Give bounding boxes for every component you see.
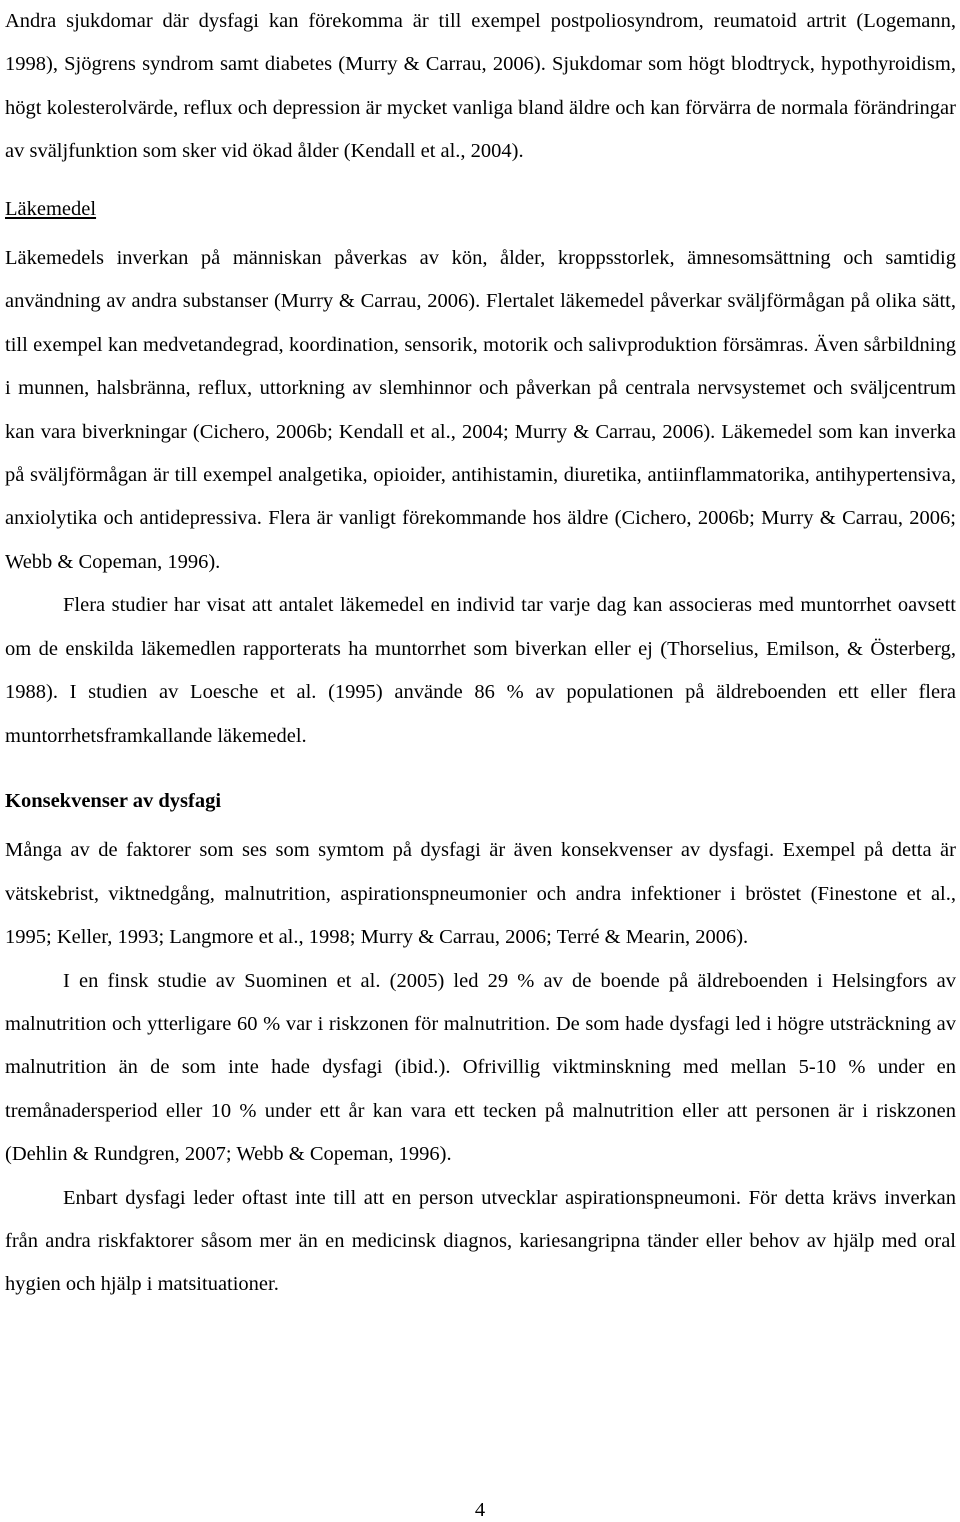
paragraph-lakemedel-1: Läkemedels inverkan på människan påverkas av kön, ålder, kroppsstorlek, ämnesomsättning och samtidig användning av andra substanser (Murry & Carrau, 2006). Flertalet läkemedel påverkar sväljförmågan på olika sätt, till exempel kan medvetandegrad, koordination, sensorik, motorik och salivproduktion försämras. Även sårbildning i munnen, halsbränna, reflux, uttorkning av slemhinnor och påverkan på centrala nervsystemet och sväljcentrum kan vara biverkningar (Cichero, 2006b; Kendall et al., 2004; Murry & Carrau, 2006). Läkemedel som kan inverka på sväljförmågan är till exempel analgetika, opioider, antihistamin, diuretika, antiinflammatorika, antihypertensiva, anxiolytika och antidepressiva. Flera är vanligt förekommande hos äldre (Cichero, 2006b; Murry & Carrau, 2006; Webb & Copeman, 1996). bbox=[5, 247, 956, 573]
page-number: 4 bbox=[474, 1499, 486, 1521]
paragraph-intro: Andra sjukdomar där dysfagi kan förekomma är till exempel postpoliosyndrom, reumatoid artrit (Logemann, 1998), Sjögrens syndrom samt diabetes (Murry & Carrau, 2006). Sjukdomar som högt blodtryck, hypothyroidism, högt kolesterolvärde, reflux och depression är mycket vanliga bland äldre och kan förvärra de normala förändringar av sväljfunktion som sker vid ökad ålder (Kendall et al., 2004). bbox=[5, 10, 956, 163]
paragraph-konsekvenser-2: I en finsk studie av Suominen et al. (2005) led 29 % av de boende på äldreboenden i Helsingfors av malnutrition och ytterligare 60 % var i riskzonen för malnutrition. De som hade dysfagi led i högre utsträckning av malnutrition än de som inte hade dysfagi (ibid.). Ofrivillig viktminskning med mellan 5-10 % under en tremånadersperiod eller 10 % under ett år kan vara ett tecken på malnutrition eller att personen är i riskzonen (Dehlin & Rundgren, 2007; Webb & Copeman, 1996). bbox=[5, 969, 956, 1166]
paragraph-lakemedel-2: Flera studier har visat att antalet läkemedel en individ tar varje dag kan associeras med muntorrhet oavsett om de enskilda läkemedlen rapporterats ha muntorrhet som biverkan eller ej (Thorselius, Emilson, & Österberg, 1988). I studien av Loesche et al. (1995) använde 86 % av populationen på äldreboenden ett eller flera muntorrhetsframkallande läkemedel. bbox=[5, 594, 956, 747]
document-page bbox=[5, 0, 956, 1307]
paragraph-konsekvenser-3: Enbart dysfagi leder oftast inte till att en person utvecklar aspirationspneumoni. För detta krävs inverkan från andra riskfaktorer såsom mer än en medicinsk diagnos, kariesangripna tänder eller behov av hjälp med oral hygien och hjälp i matsituationer. bbox=[5, 1186, 956, 1296]
heading-konsekvenser: Konsekvenser av dysfagi bbox=[5, 789, 222, 812]
subheading-lakemedel: Läkemedel bbox=[5, 197, 97, 220]
paragraph-konsekvenser-1: Många av de faktorer som ses som symtom på dysfagi är även konsekvenser av dysfagi. Exempel på detta är vätskebrist, viktnedgång, malnutrition, aspirationspneumonier och andra infektioner i bröstet (Finestone et al., 1995; Keller, 1993; Langmore et al., 1998; Murry & Carrau, 2006; Terré & Mearin, 2006). bbox=[5, 839, 956, 949]
